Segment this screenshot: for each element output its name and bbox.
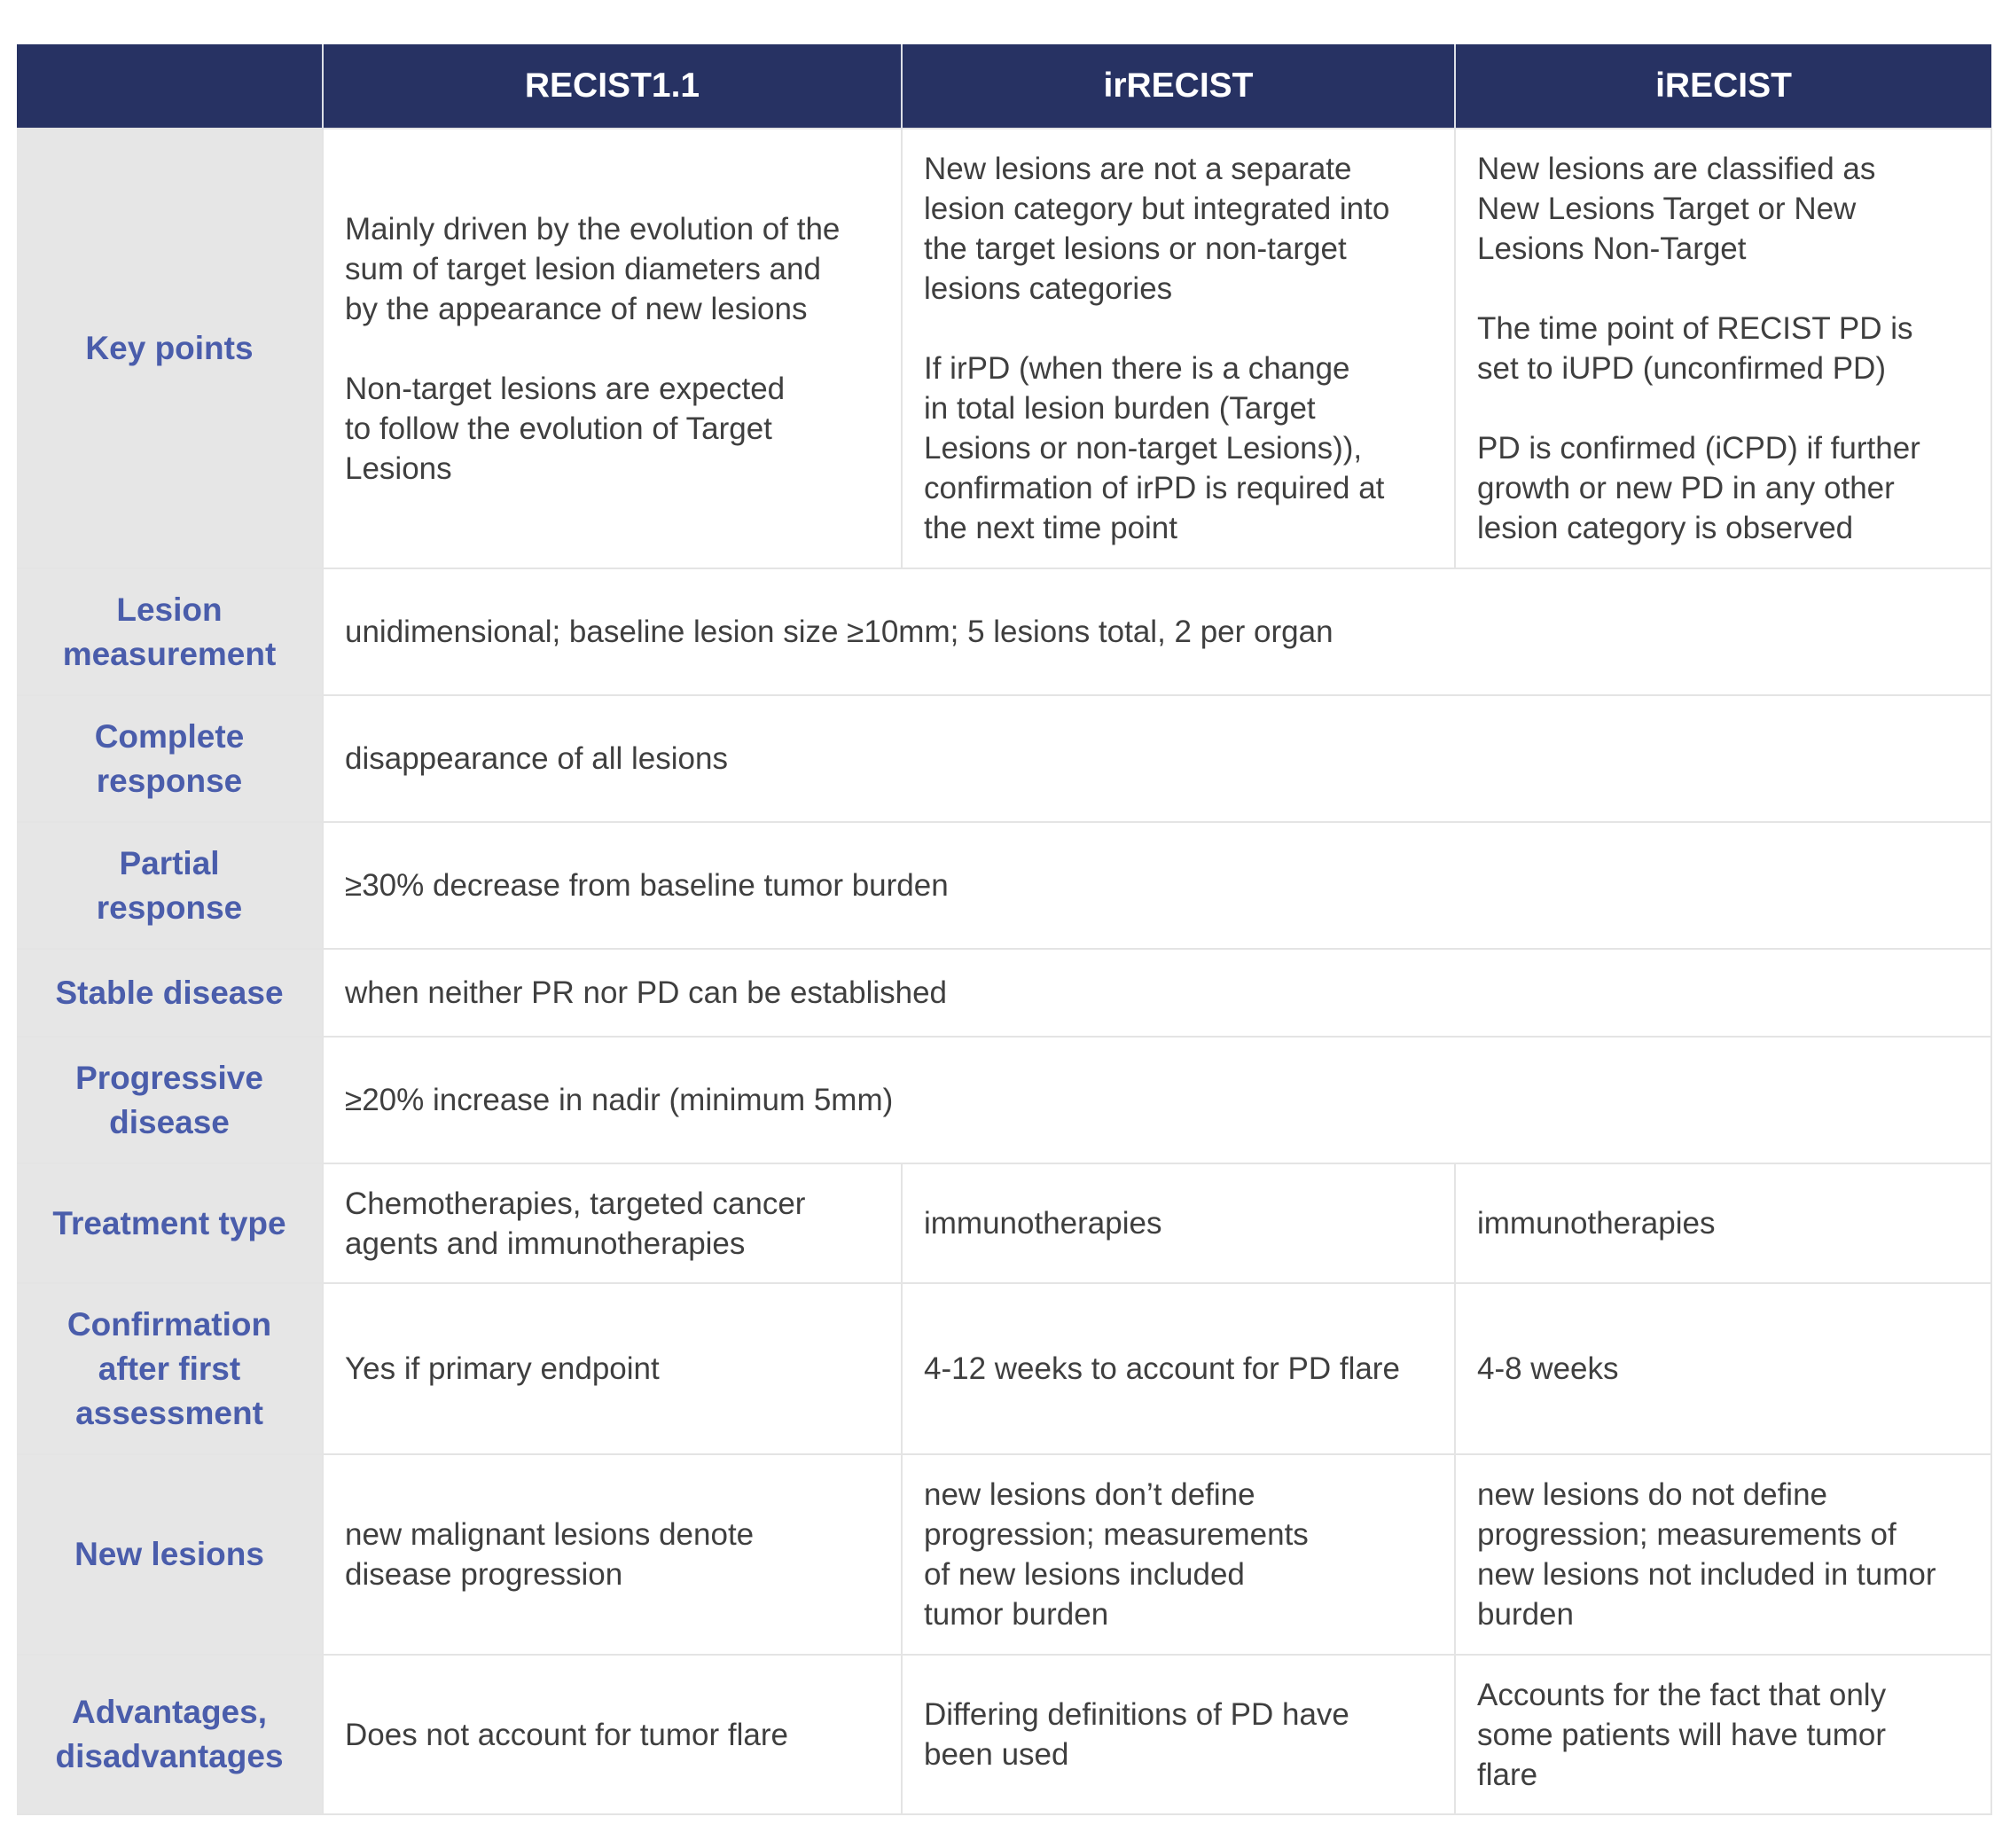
paragraph [924,348,1433,548]
cell-new-lesions-recist11 [323,1454,902,1655]
text-line: the next time point [924,511,1177,545]
row-complete-response [17,695,1991,822]
row-progressive-disease [17,1037,1991,1163]
text-line: New lesions are classified as [1477,152,1876,186]
paragraph [1477,428,1969,548]
cell-complete-response: disappearance of all lesions [323,695,1991,822]
text-line: lesion category but integrated into [924,192,1390,226]
row-treatment-type [17,1163,1991,1283]
text-line: new malignant lesions denote [345,1517,755,1552]
cell-new-lesions-irrecist [902,1454,1455,1655]
cell-confirmation-irrecist: 4-12 weeks to account for PD flare [902,1283,1455,1454]
row-label-advantages [17,1655,323,1814]
cell-partial-response: ≥30% decrease from baseline tumor burden [323,822,1991,949]
header-blank [17,44,323,129]
text-line: agents and immunotherapies [345,1225,746,1261]
cell-progressive-disease: ≥20% increase in nadir (minimum 5mm) [323,1037,1991,1163]
text-line: Non-target lesions are expected [345,371,786,406]
cell-treatment-type-irrecist: immunotherapies [902,1163,1455,1283]
text-line: the target lesions or non-target [924,231,1347,266]
row-label-lesion-measurement [17,568,323,695]
cell-advantages-irrecist [902,1655,1455,1814]
label-line: Confirmation [66,1305,272,1343]
row-label-confirmation [17,1283,323,1454]
cell-treatment-type-recist11 [323,1163,902,1283]
text-line: If irPD (when there is a change [924,351,1350,386]
row-label-complete-response [17,695,323,822]
row-label-treatment-type: Treatment type [17,1163,323,1283]
text-line: New lesions are not a separate [924,152,1352,186]
label-line: Progressive [75,1059,263,1096]
row-partial-response [17,822,1991,949]
text-line: disease progression [345,1557,623,1592]
row-stable-disease [17,949,1991,1037]
row-label-progressive-disease [17,1037,323,1163]
text-line: confirmation of irPD is required at [924,471,1385,505]
text-line: The time point of RECIST PD is [1477,311,1913,346]
text-line: lesion category is observed [1477,511,1854,545]
text-line: new lesions not included in tumor [1477,1557,1936,1592]
row-advantages [17,1655,1991,1814]
text-line: by the appearance of new lesions [345,291,808,326]
header-irecist: iRECIST [1455,44,1991,129]
text-line: tumor burden [924,1597,1109,1632]
text-line: Accounts for the fact that only [1477,1677,1887,1712]
text-line: in total lesion burden (Target [924,391,1316,426]
text-line: new lesions do not define [1477,1477,1827,1512]
text-line: new lesions don’t define [924,1477,1255,1512]
text-line: progression; measurements of [1477,1517,1897,1552]
text-line: of new lesions included [924,1557,1245,1592]
text-line: been used [924,1737,1069,1772]
row-label-stable-disease: Stable disease [17,949,323,1037]
cell-advantages-irecist [1455,1655,1991,1814]
text-line: burden [1477,1597,1574,1632]
cell-stable-disease: when neither PR nor PD can be established [323,949,1991,1037]
header-row [17,44,1991,129]
paragraph [345,209,880,329]
cell-key-points-irrecist [902,129,1455,568]
row-lesion-measurement [17,568,1991,695]
cell-key-points-recist11 [323,129,902,568]
text-line: Lesions Non-Target [1477,231,1747,266]
text-line: Differing definitions of PD have [924,1697,1349,1732]
text-line: to follow the evolution of Target [345,411,772,446]
label-line: Lesion [116,591,223,628]
cell-confirmation-irecist: 4-8 weeks [1455,1283,1991,1454]
text-line: Chemotherapies, targeted cancer [345,1186,806,1221]
text-line: PD is confirmed (iCPD) if further [1477,431,1920,466]
label-line: disease [109,1103,230,1140]
text-line: flare [1477,1757,1538,1792]
cell-advantages-recist11: Does not account for tumor flare [323,1655,902,1814]
row-key-points [17,129,1991,568]
text-line: Mainly driven by the evolution of the [345,211,841,247]
paragraph [1477,149,1969,269]
row-label-new-lesions: New lesions [17,1454,323,1655]
paragraph [345,369,880,489]
label-line: after first [98,1350,241,1387]
label-line: measurement [62,635,277,672]
row-confirmation [17,1283,1991,1454]
text-line: growth or new PD in any other [1477,471,1895,505]
cell-lesion-measurement: unidimensional; baseline lesion size ≥10mm; 5 lesions total, 2 per organ [323,568,1991,695]
label-line: Partial [119,844,220,881]
comparison-table-container [17,44,1991,1815]
header-irrecist: irRECIST [902,44,1455,129]
row-label-key-points: Key points [17,129,323,568]
text-line: New Lesions Target or New [1477,192,1857,226]
label-line: response [96,762,243,799]
text-line: Lesions [345,450,452,486]
row-new-lesions [17,1454,1991,1655]
text-line: Lesions or non-target Lesions)), [924,431,1363,466]
label-line: disadvantages [55,1738,284,1774]
cell-confirmation-recist11: Yes if primary endpoint [323,1283,902,1454]
label-line: response [96,889,243,926]
cell-treatment-type-irecist: immunotherapies [1455,1163,1991,1283]
row-label-partial-response [17,822,323,949]
label-line: Complete [94,717,245,755]
text-line: sum of target lesion diameters and [345,251,821,286]
label-line: assessment [75,1394,263,1431]
cell-new-lesions-irecist [1455,1454,1991,1655]
cell-key-points-irecist [1455,129,1991,568]
label-line: Advantages, [71,1694,267,1730]
header-recist11: RECIST1.1 [323,44,902,129]
text-line: progression; measurements [924,1517,1309,1552]
paragraph [1477,309,1969,388]
recist-comparison-table [17,44,1992,1815]
paragraph [924,149,1433,309]
text-line: lesions categories [924,271,1173,306]
text-line: set to iUPD (unconfirmed PD) [1477,351,1886,386]
text-line: some patients will have tumor [1477,1717,1887,1752]
